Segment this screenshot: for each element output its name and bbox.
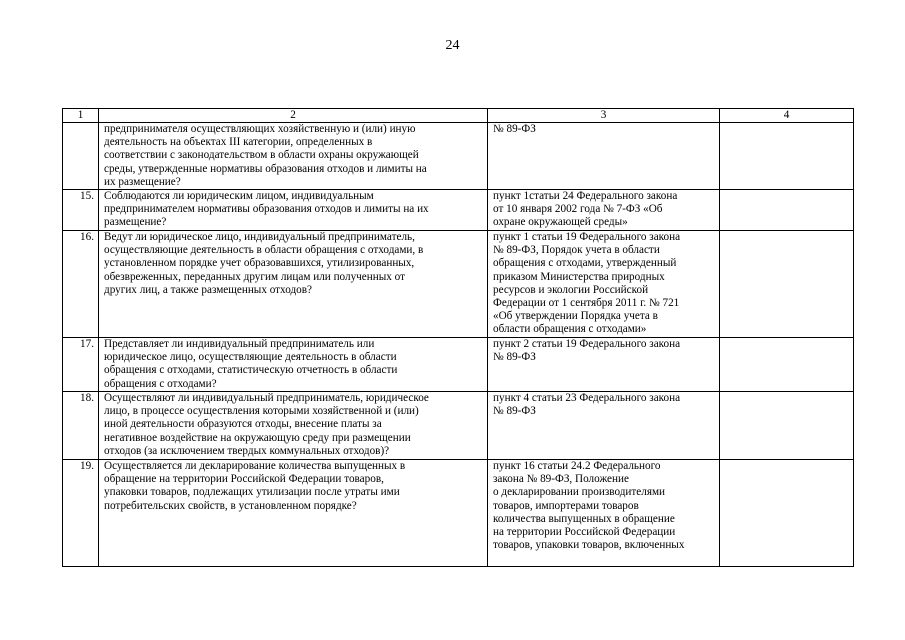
question-text-line: иной деятельности образуются отходы, внесение платы за: [104, 418, 382, 431]
question-text-line: размещение?: [104, 216, 167, 229]
row-number: 17.: [63, 338, 99, 392]
question-text-line: среды, утвержденные нормативы образования отходов и лимиты на: [104, 162, 427, 175]
question-text-line: лицо, в процессе осуществления которыми хозяйственной и (или): [104, 405, 419, 418]
question-text-line: Ведут ли юридическое лицо, индивидуальный предприниматель,: [104, 231, 415, 244]
legal-reference-line: пункт 16 статьи 24.2 Федерального: [493, 460, 661, 473]
question-text-line: негативное воздействие на окружающую среду при размещении: [104, 431, 411, 444]
note-cell: [720, 190, 854, 231]
legal-reference-line: приказом Министерства природных: [493, 270, 665, 283]
legal-reference-cell: [488, 392, 720, 460]
legal-reference-line: количества выпущенных в обращение: [493, 512, 675, 525]
question-text-line: установленном порядке учет образовавшихся, утилизированных,: [104, 257, 415, 270]
legal-reference-line: товаров, импортерами товаров: [493, 499, 639, 512]
table-row: [63, 190, 854, 231]
table-row: [63, 231, 854, 338]
legal-reference-line: пункт 1статьи 24 Федерального закона: [493, 190, 678, 203]
legal-reference-line: Федерации от 1 сентября 2011 г. № 721: [493, 297, 680, 310]
table-row: [63, 338, 854, 392]
question-text-line: упаковки товаров, подлежащих утилизации после утраты ими: [104, 486, 400, 499]
table-row: [63, 123, 854, 190]
legal-reference-line: № 89-ФЗ: [493, 405, 536, 418]
table-header-row: [63, 109, 854, 123]
question-text-line: других лиц, а также размещенных отходов?: [104, 283, 313, 296]
legal-reference-cell: [488, 231, 720, 338]
question-text-line: предпринимателем нормативы образования отходов и лимиты на их: [104, 203, 429, 216]
page-number: 24: [445, 38, 460, 53]
question-cell: [99, 392, 488, 460]
question-text-line: обращения с отходами, статистическую отчетность в области: [104, 364, 398, 377]
legal-reference-line: пункт 4 статьи 23 Федерального закона: [493, 392, 681, 405]
question-text-line: Представляет ли индивидуальный предприниматель или: [104, 338, 375, 351]
row-number: 16.: [63, 231, 99, 338]
question-text-line: Осуществляется ли декларирование количества выпущенных в: [104, 460, 406, 473]
table-row: [63, 460, 854, 567]
legal-reference-cell: [488, 190, 720, 231]
legal-reference-cell: [488, 460, 720, 567]
legal-reference-cell: [488, 123, 720, 190]
legal-reference-line: товаров, упаковки товаров, включенных: [493, 539, 685, 552]
column-header-reference: 3: [488, 109, 720, 123]
legal-reference-line: охране окружающей среды»: [493, 216, 628, 229]
legal-reference-line: закона № 89-ФЗ, Положение: [493, 473, 629, 486]
row-number: 18.: [63, 392, 99, 460]
row-number: 19.: [63, 460, 99, 567]
question-text-line: их размещение?: [104, 175, 181, 188]
inspection-checklist-table: [62, 108, 854, 567]
legal-reference-line: № 89-ФЗ, Порядок учета в области: [493, 244, 660, 257]
column-header-question: 2: [99, 109, 488, 123]
question-text-line: осуществляющие деятельность в области обращения с отходами, в: [104, 244, 424, 257]
question-cell: [99, 338, 488, 392]
question-cell: [99, 460, 488, 567]
note-cell: [720, 231, 854, 338]
question-text-line: юридическое лицо, осуществляющие деятельность в области: [104, 351, 397, 364]
question-text-line: обращения с отходами?: [104, 377, 217, 390]
question-text-line: обезвреженных, переданных другим лицам или полученных от: [104, 270, 405, 283]
legal-reference-line: № 89-ФЗ: [493, 351, 536, 364]
note-cell: [720, 460, 854, 567]
note-cell: [720, 338, 854, 392]
question-text-line: деятельность на объектах III категории, определенных в: [104, 136, 373, 149]
legal-reference-line: пункт 1 статьи 19 Федерального закона: [493, 231, 681, 244]
legal-reference-line: обращения с отходами, утвержденный: [493, 257, 677, 270]
question-text-line: потребительских свойств, в установленном порядке?: [104, 499, 357, 512]
question-cell: [99, 190, 488, 231]
legal-reference-line: области обращения с отходами»: [493, 323, 647, 336]
question-cell: [99, 123, 488, 190]
question-text-line: отходов (за исключением твердых коммунальных отходов)?: [104, 444, 390, 457]
question-text-line: Соблюдаются ли юридическим лицом, индивидуальным: [104, 190, 374, 203]
legal-reference-line: ресурсов и экологии Российской: [493, 283, 649, 296]
column-header-number: 1: [63, 109, 99, 123]
question-text-line: соответствии с законодательством в области охраны окружающей: [104, 149, 419, 162]
question-cell: [99, 231, 488, 338]
table-row: [63, 392, 854, 460]
legal-reference-line: «Об утверждении Порядка учета в: [493, 310, 658, 323]
legal-reference-line: о декларировании производителями: [493, 486, 666, 499]
row-number: [63, 123, 99, 190]
question-text-line: предпринимателя осуществляющих хозяйственную и (или) иную: [104, 123, 416, 135]
legal-reference-line: № 89-ФЗ: [493, 123, 536, 135]
column-header-note: 4: [720, 109, 854, 123]
legal-reference-line: пункт 2 статьи 19 Федерального закона: [493, 338, 681, 351]
legal-reference-line: от 10 января 2002 года № 7-ФЗ «Об: [493, 203, 663, 216]
legal-reference-cell: [488, 338, 720, 392]
row-number: 15.: [63, 190, 99, 231]
question-text-line: Осуществляют ли индивидуальный предприниматель, юридическое: [104, 392, 429, 405]
note-cell: [720, 123, 854, 190]
note-cell: [720, 392, 854, 460]
legal-reference-line: на территории Российской Федерации: [493, 526, 676, 539]
question-text-line: обращение на территории Российской Федерации товаров,: [104, 473, 384, 486]
